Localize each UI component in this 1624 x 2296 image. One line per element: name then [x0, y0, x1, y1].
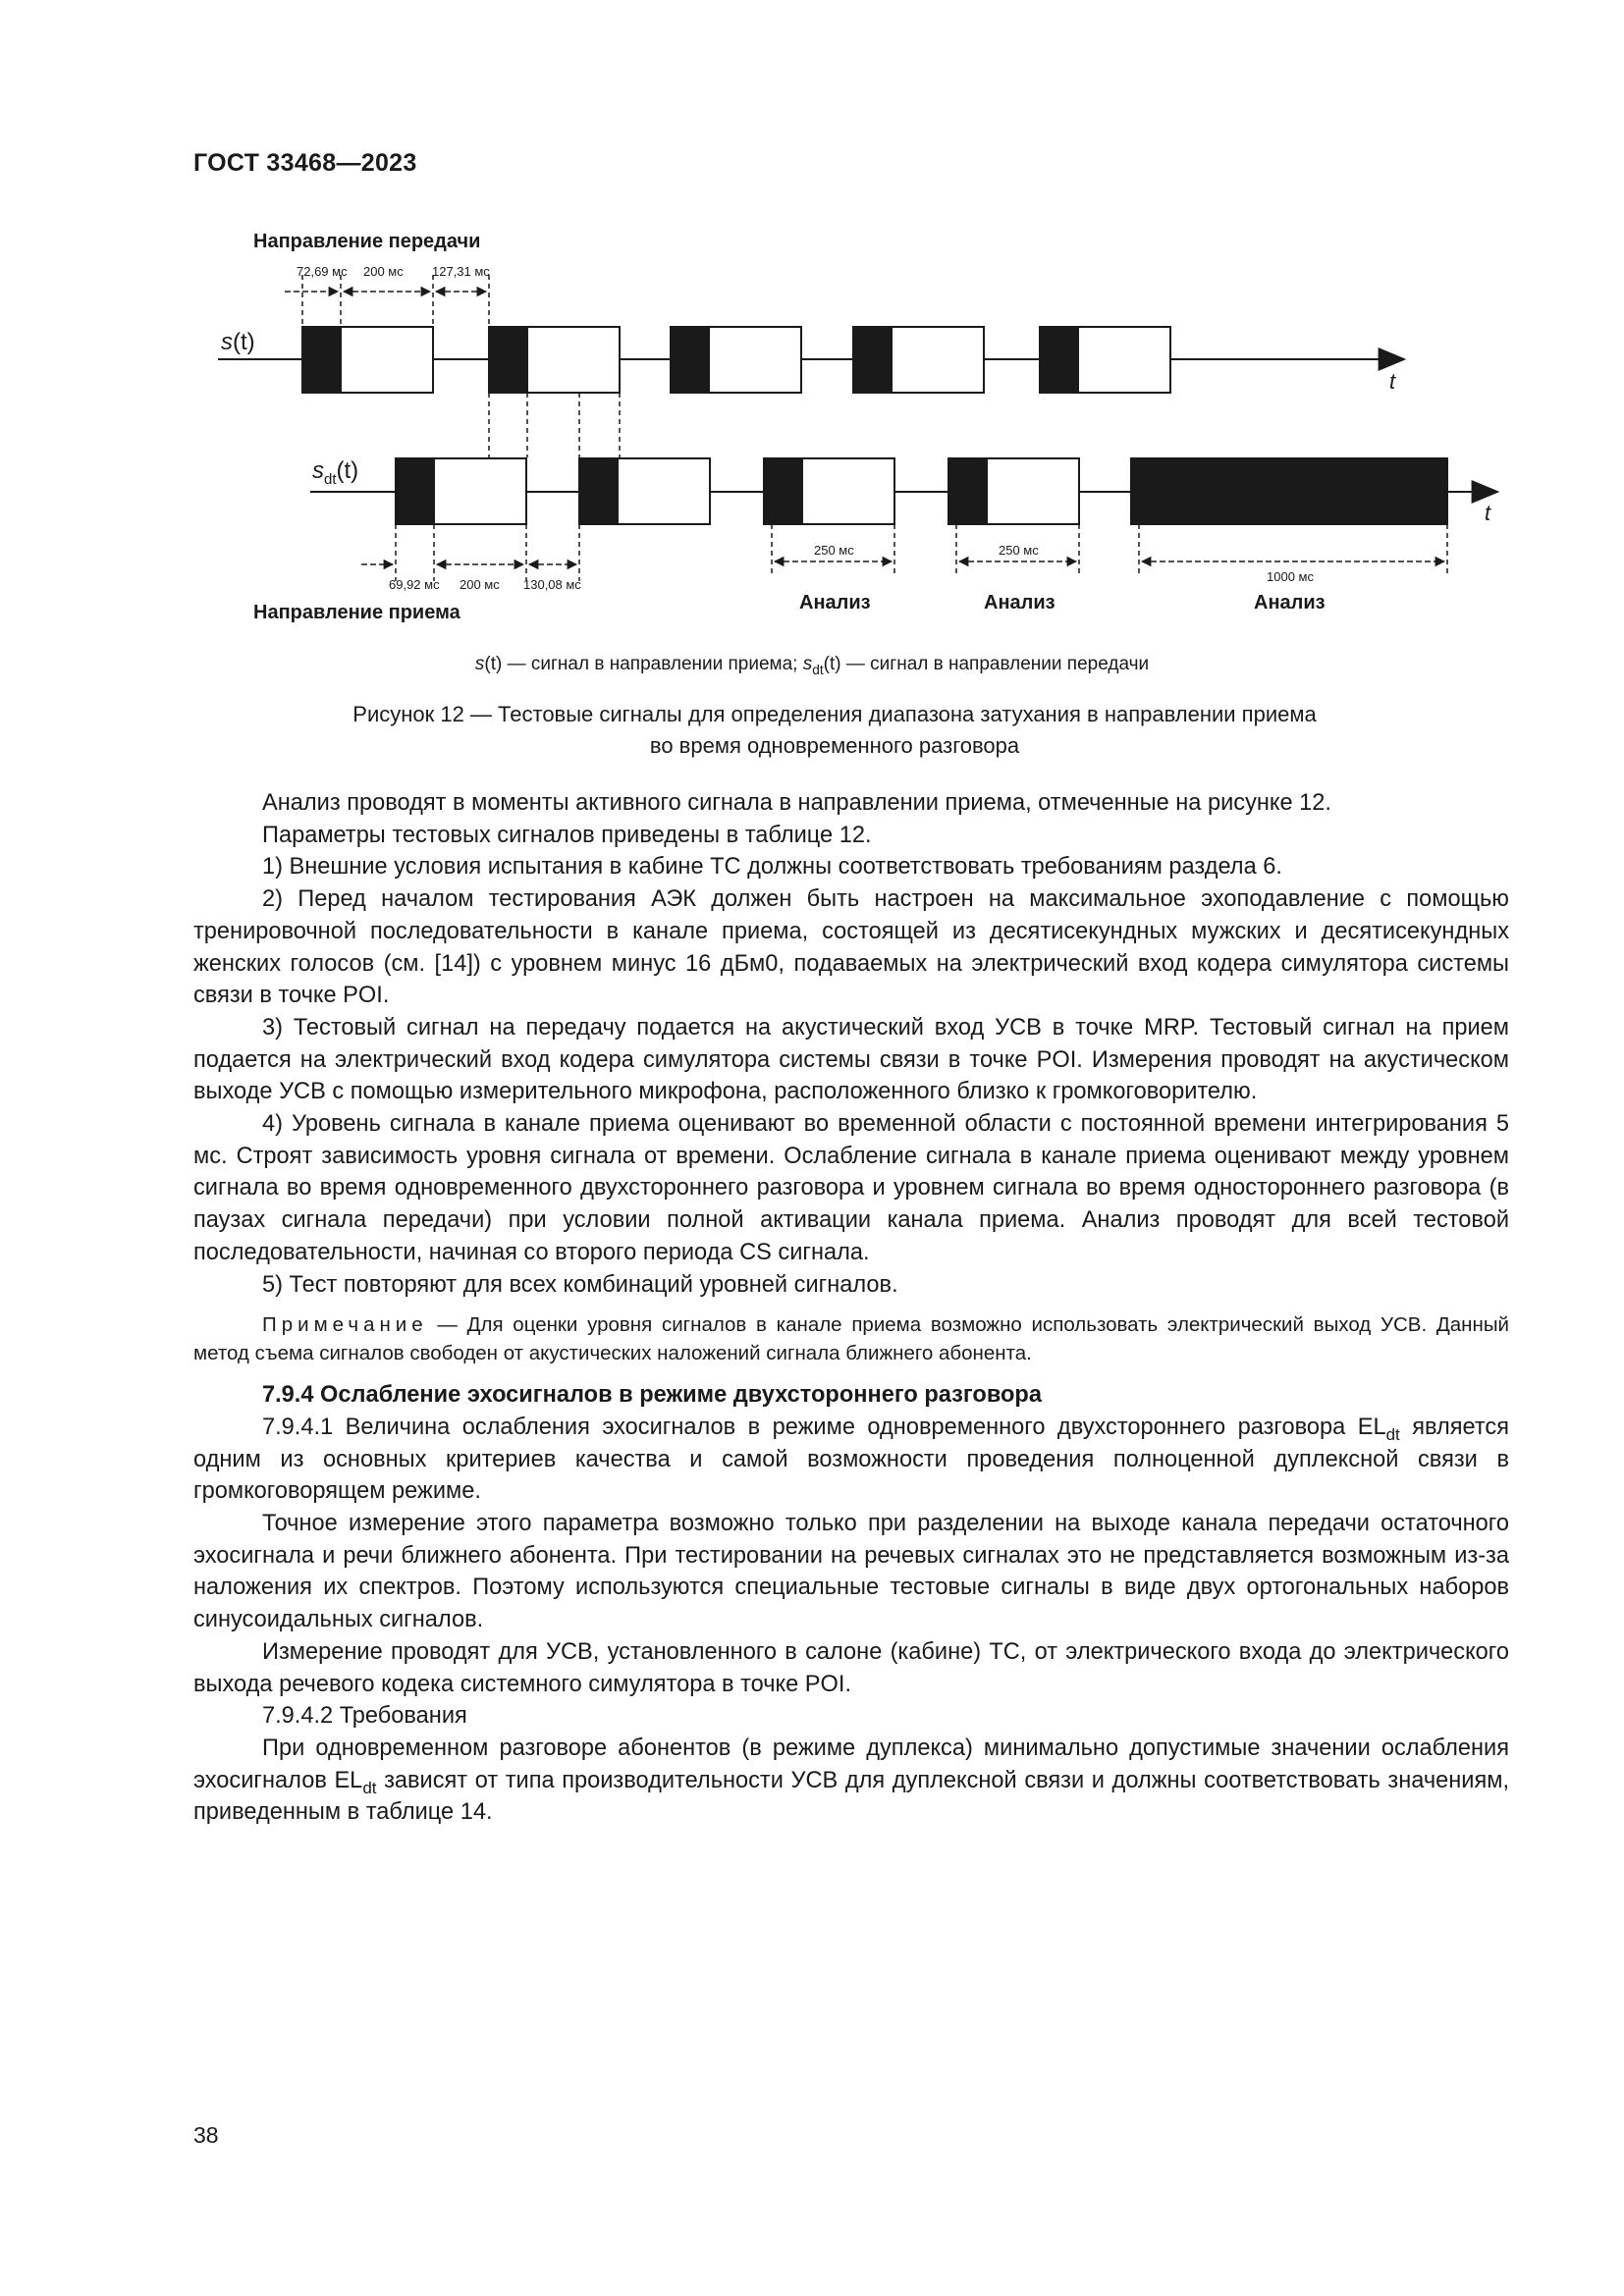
dim-top-1: 72,69 мс	[297, 264, 348, 279]
note-label: Примечание	[262, 1313, 428, 1337]
signal-s-t-label: t	[1389, 369, 1396, 394]
figure-legend: s(t) — сигнал в направлении приема; $s_{dt}(t)$ — сигнал в направлении передачи	[474, 654, 1150, 677]
analysis-label-2: Анализ	[984, 592, 1056, 614]
paragraph: Параметры тестовых сигналов приведены в таблице 12.	[262, 822, 872, 848]
signal-s-label: s(t)	[221, 329, 255, 355]
note-text: — Для оценки уровня сигналов в канале приема возможно использовать электрический выход УСВ. Данный метод съема сигналов свободен от акустических наложений сигнала ближнего абонента.	[193, 1313, 1509, 1365]
paragraph: 3) Тестовый сигнал на передачу подается на акустический вход УСВ в точке MRP. Тестовый сигнал на прием подается на электрический вход кодера симулятора системы связи в точке POI. Измерения проводят на акустическом выходе УСВ с помощью измерительного микрофона, расположенного близко к громкоговорителю.	[193, 1014, 1509, 1105]
receive-direction-label: Направление приема	[253, 602, 460, 623]
dim-analysis-2: 250 мс	[999, 543, 1039, 558]
signal-sdt-label: $s_{dt}(t)$	[312, 457, 359, 488]
paragraph: 4) Уровень сигнала в канале приема оценивают во временной области с постоянной времени интегрирования 5 мс. Строят зависимость уровня сигнала от времени. Ослабление сигнала в канале приема оценивают между уровнем сигнала во время одновременного двухстороннего разговора и уровнем сигнала во время одностороннего разговора (в паузах сигнала передачи) при условии полной активации канала приема. Анализ проводят для всей тестовой последовательности, начиная со второго периода CS сигнала.	[193, 1111, 1509, 1265]
page-number: 38	[193, 2122, 219, 2148]
paragraph: Анализ проводят в моменты активного сигнала в направлении приема, отмеченные на рисунке 12.	[262, 790, 1331, 816]
caption-line-2: во время одновременного разговора	[649, 733, 1020, 758]
figure-12	[0, 0, 1624, 758]
document-header: ГОСТ 33468—2023	[193, 149, 417, 177]
bottom-dimensions	[361, 524, 579, 581]
note	[193, 1310, 1509, 1367]
analysis-label-3: Анализ	[1254, 592, 1326, 614]
dim-top-2: 200 мс	[363, 264, 404, 279]
paragraph: При одновременном разговоре абонентов (в режиме дуплекса) минимально допустимые значении ослабления эхосигналов $EL_{dt}$ зависят от типа производительности УСВ для дуплексной связи и должны соответствовать значениям, приведенным в таблице 14.	[193, 1735, 1509, 1826]
signal-sdt-t-label: t	[1485, 501, 1491, 525]
transmit-direction-label: Направление передачи	[253, 231, 481, 252]
analysis-windows	[772, 524, 1447, 573]
paragraph: Точное измерение этого параметра возможно только при разделении на выходе канала передачи остаточного эхосигнала и речи ближнего абонента. При тестировании на речевых сигналах это не представляется возможным из-за наложения их спектров. Поэтому используются специальные тестовые сигналы в виде двух ортогональных наборов синусоидальных сигналов.	[193, 1511, 1509, 1633]
paragraph: 7.9.4.2 Требования	[262, 1703, 467, 1730]
figure-caption	[255, 699, 1414, 762]
dim-analysis-3: 1000 мс	[1267, 569, 1314, 584]
alignment-lines	[489, 393, 620, 457]
dim-bottom-3: 130,08 мс	[523, 577, 581, 592]
analysis-label-1: Анализ	[799, 592, 871, 614]
top-dimensions	[285, 275, 489, 324]
caption-line-1: Рисунок 12 — Тестовые сигналы для определения диапазона затухания в направлении приема	[352, 702, 1317, 726]
timing-diagram	[0, 0, 1624, 746]
body-text	[193, 787, 1509, 1829]
signal-s-pulses	[302, 327, 1170, 393]
paragraph: 1) Внешние условия испытания в кабине ТС должны соответствовать требованиям раздела 6.	[262, 854, 1282, 881]
dim-top-3: 127,31 мс	[432, 264, 490, 279]
paragraph: Измерение проводят для УСВ, установленного в салоне (кабине) ТС, от электрического входа до электрического выхода речевого кодека системного симулятора в точке POI.	[193, 1638, 1509, 1697]
dim-analysis-1: 250 мс	[814, 543, 854, 558]
dim-bottom-1: 69,92 мс	[389, 577, 440, 592]
paragraph: 2) Перед началом тестирования АЭК должен быть настроен на максимальное эхоподавление с помощью тренировочной последовательности в канале приема, состоящей из десятисекундных мужских и десятисекундных женских голосов (см. [14]) с уровнем минус 16 дБм0, подаваемых на электрический вход кодера симулятора системы связи в точке POI.	[193, 886, 1509, 1009]
paragraph: 7.9.4.1 Величина ослабления эхосигналов в режиме одновременного двухстороннего разговора $EL_{dt}$ является одним из основных критериев качества и самой возможности проведения полноценной дуплексной связи в громкоговорящем режиме.	[193, 1414, 1510, 1505]
paragraph: 5) Тест повторяют для всех комбинаций уровней сигналов.	[262, 1271, 898, 1298]
dim-bottom-2: 200 мс	[460, 577, 500, 592]
section-heading: 7.9.4 Ослабление эхосигналов в режиме двухстороннего разговора	[262, 1382, 1042, 1409]
